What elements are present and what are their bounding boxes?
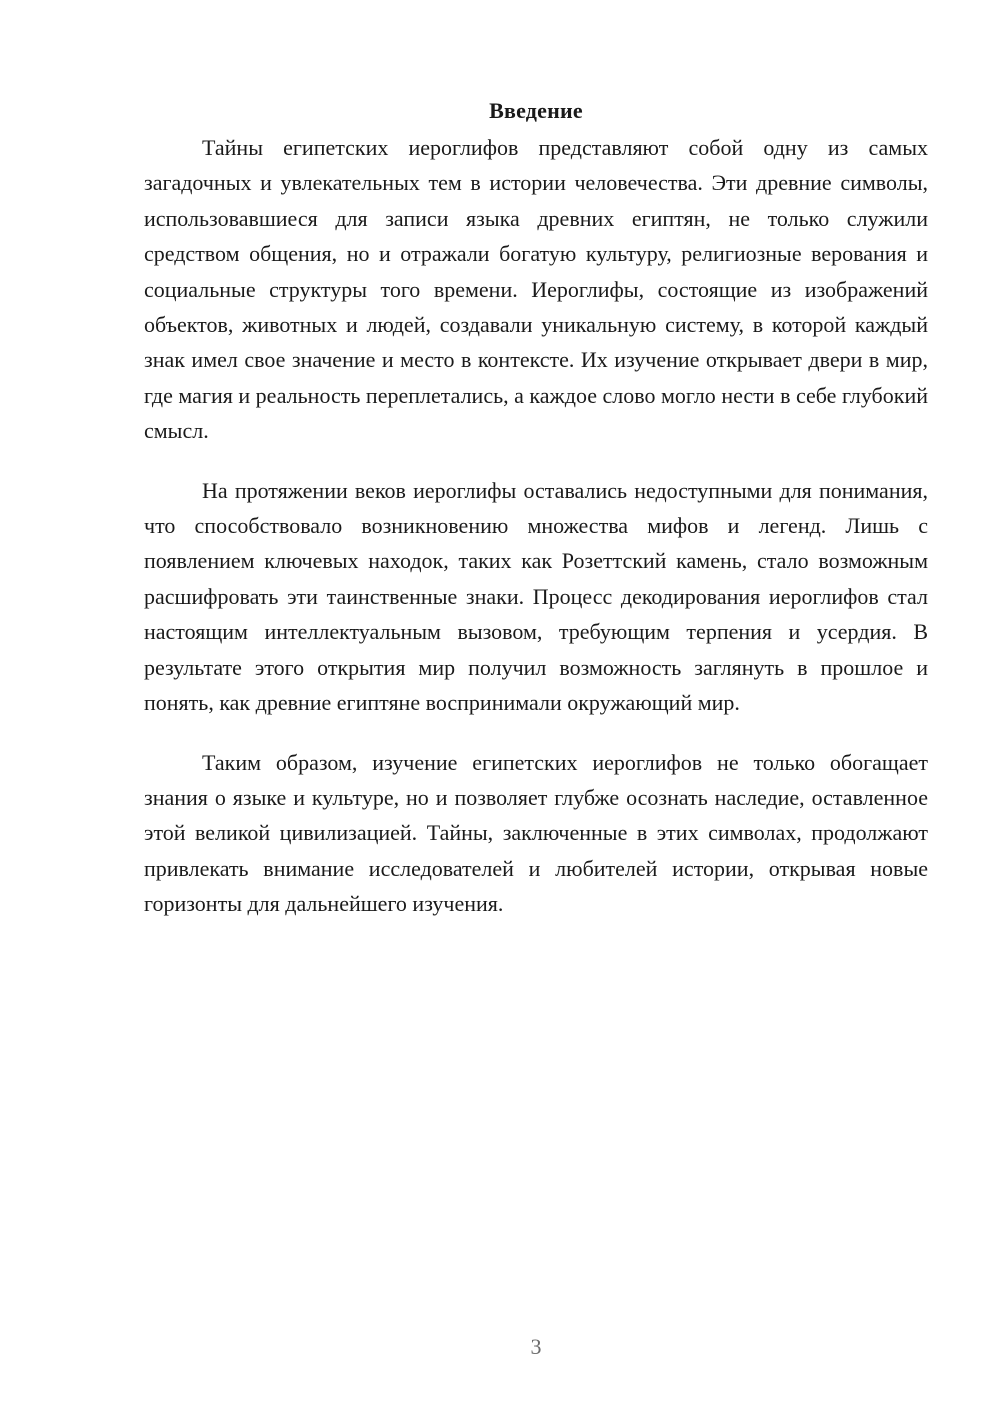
paragraph-2: На протяжении веков иероглифы оставались недоступными для понимания, что способствовало возникновению множества мифов и легенд. Лишь с появлением ключевых находок, таких как Розеттский камень, стало возможным расшифровать эти таинственные знаки. Процесс декодирования иероглифов стал настоящим интеллектуальным вызовом, требующим терпения и усердия. В результате этого открытия мир получил возможность заглянуть в прошлое и понять, как древние египтяне воспринимали окружающий мир. — [144, 477, 928, 716]
page-content — [144, 96, 928, 946]
section-title: Введение — [489, 98, 583, 123]
page-number: 3 — [530, 1334, 542, 1359]
paragraph-1: Тайны египетских иероглифов представляют собой одну из самых загадочных и увлекательных тем в истории человечества. Эти древние символы, использовавшиеся для записи языка древних египтян, не только служили средством общения, но и отражали богатую культуру, религиозные верования и социальные структуры того времени. Иероглифы, состоящие из изображений объектов, животных и людей, создавали уникальную систему, в которой каждый знак имел свое значение и место в контексте. Их изучение открывает двери в мир, где магия и реальность переплетались, а каждое слово могло нести в себе глубокий смысл. — [144, 135, 928, 444]
paragraph-3: Таким образом, изучение египетских иероглифов не только обогащает знания о языке и культуре, но и позволяет глубже осознать наследие, оставленное этой великой цивилизацией. Тайны, заключенные в этих символах, продолжают привлекать внимание исследователей и любителей истории, открывая новые горизонты для дальнейшего изучения. — [144, 749, 928, 917]
